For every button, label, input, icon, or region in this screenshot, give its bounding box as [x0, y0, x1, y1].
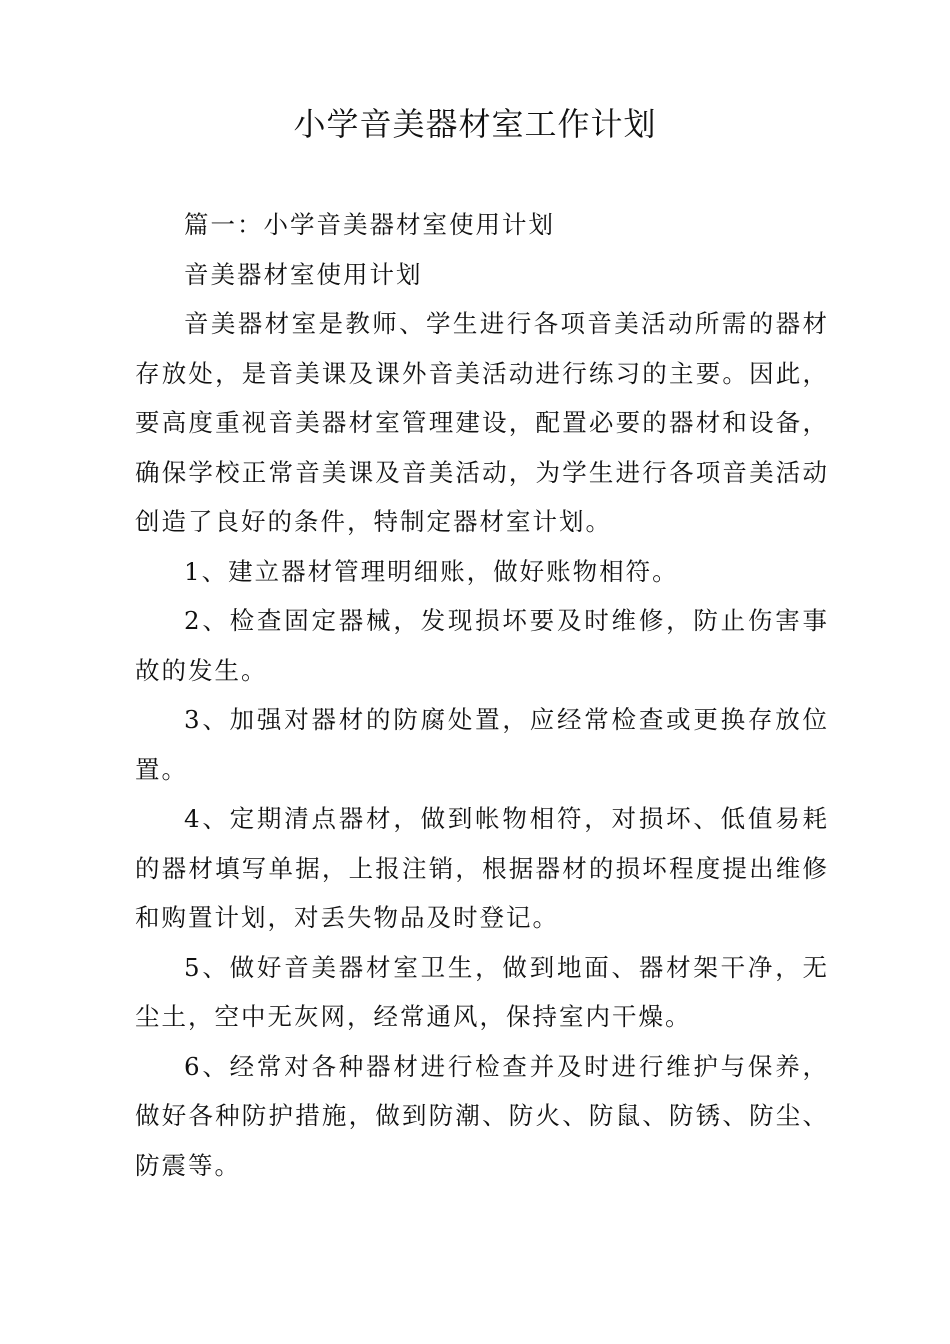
- document-body: [135, 200, 829, 1190]
- intro-paragraph: 音美器材室是教师、学生进行各项音美活动所需的器材存放处，是音美课及课外音美活动进行练习的主要。因此，要高度重视音美器材室管理建设，配置必要的器材和设备，确保学校正常音美课及音美活动，为学生进行各项音美活动创造了良好的条件，特制定器材室计划。: [135, 309, 829, 536]
- list-item-2: 2、检查固定器械，发现损坏要及时维修，防止伤害事故的发生。: [135, 606, 829, 685]
- section-heading: 篇一：小学音美器材室使用计划: [184, 210, 555, 239]
- document-title: 小学音美器材室工作计划: [293, 105, 657, 143]
- list-item-4: 4、定期清点器材，做到帐物相符，对损坏、低值易耗的器材填写单据，上报注销，根据器材的损坏程度提出维修和购置计划，对丢失物品及时登记。: [135, 804, 829, 932]
- list-item-3: 3、加强对器材的防腐处置，应经常检查或更换存放位置。: [135, 705, 829, 784]
- list-item-1: 1、建立器材管理明细账，做好账物相符。: [184, 556, 679, 586]
- subsection-heading: 音美器材室使用计划: [184, 259, 423, 289]
- list-item-5: 5、做好音美器材室卫生，做到地面、器材架干净，无尘土，空中无灰网，经常通风，保持室内干燥。: [135, 952, 829, 1031]
- list-item-6: 6、经常对各种器材进行检查并及时进行维护与保养，做好各种防护措施，做到防潮、防火、防鼠、防锈、防尘、防震等。: [135, 1051, 829, 1180]
